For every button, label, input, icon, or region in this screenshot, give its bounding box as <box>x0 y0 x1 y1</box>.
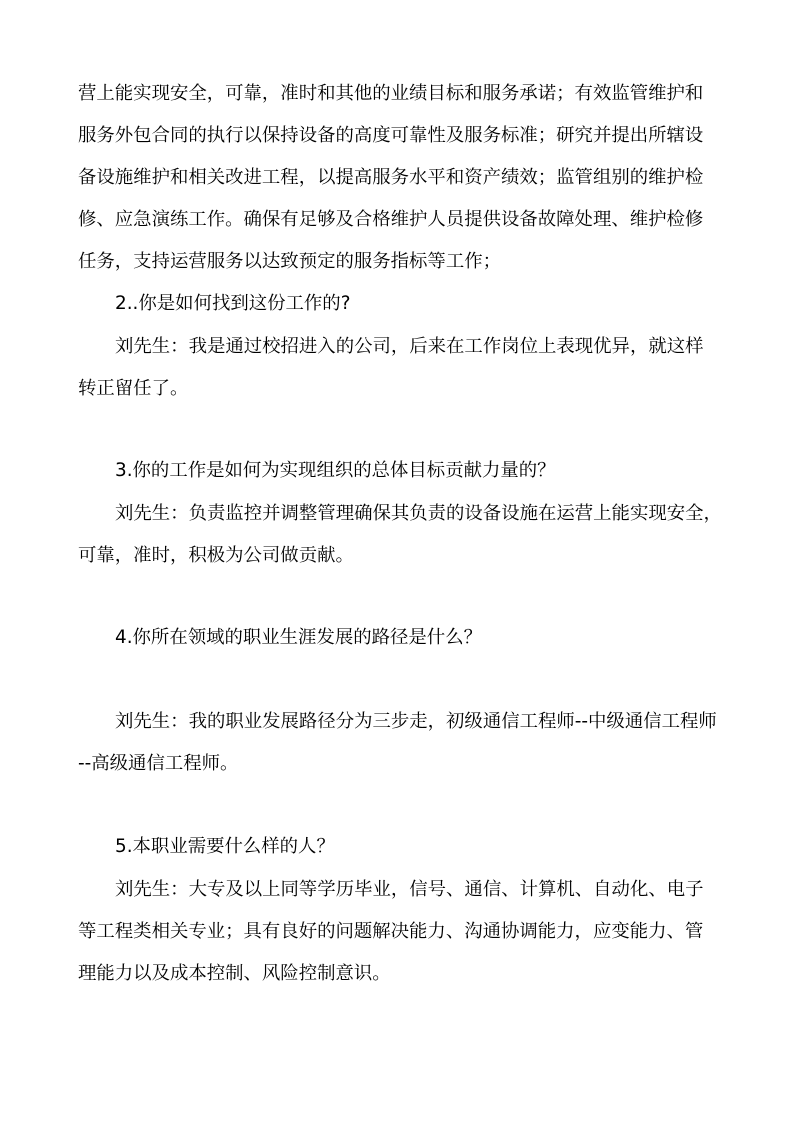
intro-line-5: 任务，支持运营服务以达致预定的服务指标等工作； <box>78 251 501 272</box>
answer-2-line-1: 刘先生：我是通过校招进入的公司，后来在工作岗位上表现优异，就这样 <box>115 336 704 357</box>
question-5: 5.本职业需要什么样的人？ <box>115 836 335 857</box>
intro-line-1: 营上能实现安全，可靠，准时和其他的业绩目标和服务承诺；有效监管维护和 <box>78 83 704 104</box>
question-2: 2..你是如何找到这份工作的? <box>115 293 351 314</box>
intro-line-4: 修、应急演练工作。确保有足够及合格维护人员提供设备故障处理、维护检修 <box>78 209 704 230</box>
answer-4-line-1: 刘先生：我的职业发展路径分为三步走，初级通信工程师--中级通信工程师 <box>115 711 717 732</box>
answer-2-line-2: 转正留任了。 <box>78 378 189 399</box>
intro-line-3: 备设施维护和相关改进工程，以提高服务水平和资产绩效；监管组别的维护检 <box>78 167 704 188</box>
question-4: 4.你所在领域的职业生涯发展的路径是什么？ <box>115 627 482 648</box>
answer-5-line-2: 等工程类相关专业；具有良好的问题解决能力、沟通协调能力，应变能力、管 <box>78 921 704 942</box>
question-3: 3.你的工作是如何为实现组织的总体目标贡献力量的？ <box>115 460 556 481</box>
answer-4-line-2: --高级通信工程师。 <box>78 753 239 774</box>
answer-3-line-2: 可靠，准时，积极为公司做贡献。 <box>78 545 354 566</box>
answer-5-line-1: 刘先生：大专及以上同等学历毕业，信号、通信、计算机、自动化、电子 <box>115 879 704 900</box>
intro-line-2: 服务外包合同的执行以保持设备的高度可靠性及服务标准；研究并提出所辖设 <box>78 125 704 146</box>
answer-5-line-3: 理能力以及成本控制、风险控制意识。 <box>78 963 391 984</box>
answer-3-line-1: 刘先生：负责监控并调整管理确保其负责的设备设施在运营上能实现安全， <box>115 503 722 524</box>
